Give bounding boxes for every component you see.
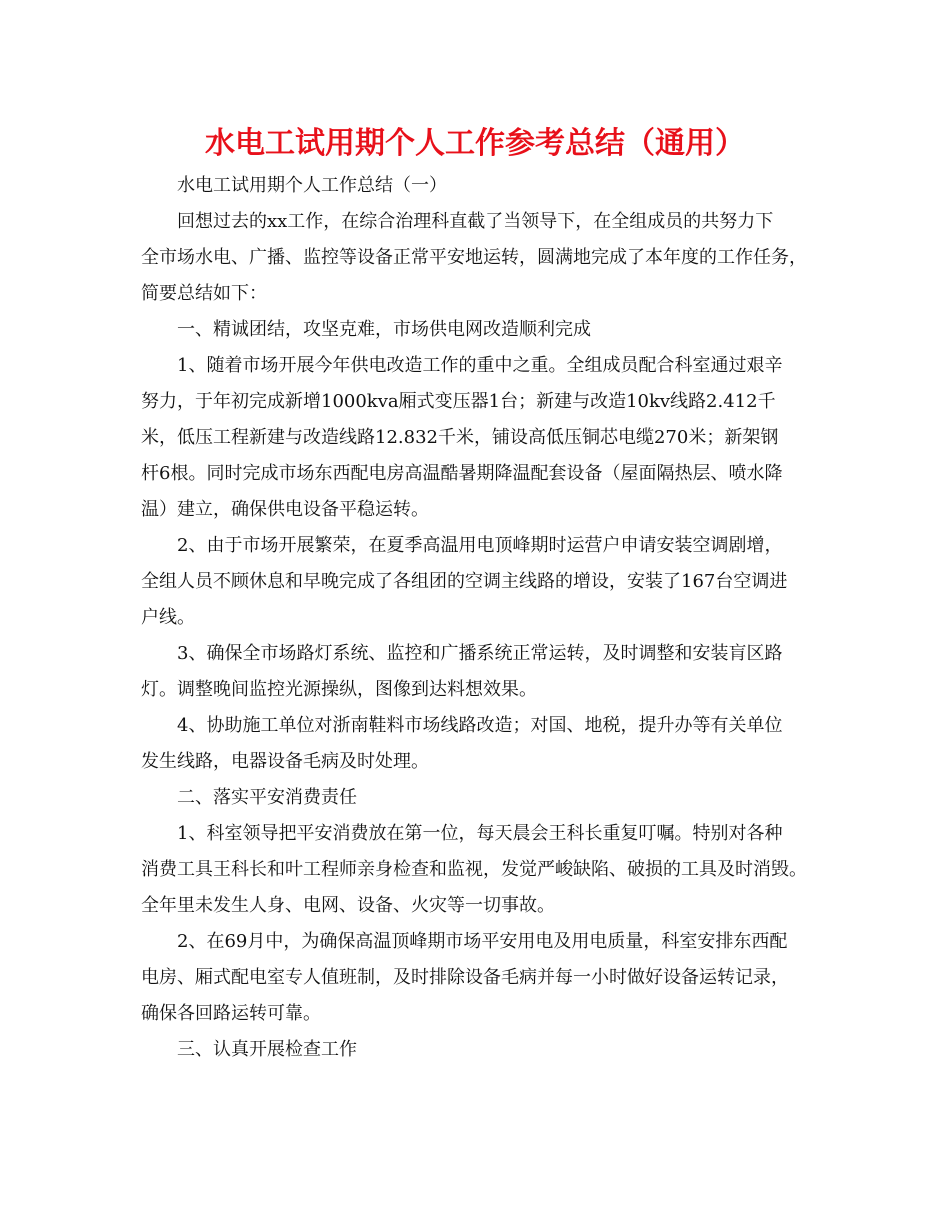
paragraph-first-line: 4、协助施工单位对浙南鞋料市场线路改造；对国、地税，提升办等有关单位 [177, 715, 783, 736]
paragraph-first-line: 2、在69月中，为确保高温顶峰期市场平安用电及用电质量，科室安排东西配 [177, 931, 788, 952]
document-title: 水电工试用期个人工作参考总结（通用） [205, 126, 745, 161]
paragraph-line: 简要总结如下： [141, 283, 267, 304]
document-body [141, 168, 813, 1068]
paragraph-line: 消费工具王科长和叶工程师亲身检查和监视，发觉严峻缺陷、破损的工具及时消毁。 [141, 859, 807, 880]
paragraph-line: 户线。 [141, 607, 195, 628]
paragraph-first-line: 一、精诚团结，攻坚克难，市场供电网改造顺利完成 [177, 319, 591, 340]
paragraph-line: 全市场水电、广播、监控等设备正常平安地运转，圆满地完成了本年度的工作任务， [141, 247, 807, 268]
paragraph-line: 温）建立，确保供电设备平稳运转。 [141, 499, 429, 520]
paragraph-first-line: 三、认真开展检查工作 [177, 1039, 357, 1060]
paragraph-line: 确保各回路运转可靠。 [141, 1003, 321, 1024]
paragraph-line: 电房、厢式配电室专人值班制，及时排除设备毛病并每一小时做好设备运转记录， [141, 967, 789, 988]
paragraph-first-line: 1、随着市场开展今年供电改造工作的重中之重。全组成员配合科室通过艰辛 [177, 355, 783, 376]
paragraph-line: 努力，于年初完成新增1000kva厢式变压器1台；新建与改造10kv线路2.412千 [141, 391, 776, 412]
paragraph-first-line: 回想过去的xx工作，在综合治理科直截了当领导下，在全组成员的共努力下 [177, 211, 774, 232]
paragraph-first-line: 2、由于市场开展繁荣，在夏季高温用电顶峰期时运营户申请安装空调剧增， [177, 535, 783, 556]
paragraph-first-line: 3、确保全市场路灯系统、监控和广播系统正常运转，及时调整和安装肓区路 [177, 643, 783, 664]
paragraph-line: 杆6根。同时完成市场东西配电房高温酷暑期降温配套设备（屋面隔热层、喷水降 [141, 463, 783, 484]
paragraph-line: 发生线路，电器设备毛病及时处理。 [141, 751, 429, 772]
paragraph-line: 灯。调整晚间监控光源操纵，图像到达料想效果。 [141, 679, 537, 700]
paragraph-line: 全年里未发生人身、电网、设备、火灾等一切事故。 [141, 895, 555, 916]
paragraph-line: 全组人员不顾休息和早晚完成了各组团的空调主线路的增设，安装了167台空调进 [141, 571, 788, 592]
paragraph-first-line: 二、落实平安消费责任 [177, 787, 357, 808]
paragraph-first-line: 水电工试用期个人工作总结（一） [177, 175, 447, 196]
paragraph-line: 米，低压工程新建与改造线路12.832千米，铺设高低压铜芯电缆270米；新架钢 [141, 427, 779, 448]
paragraph-first-line: 1、科室领导把平安消费放在第一位，每天晨会王科长重复叮嘱。特别对各种 [177, 823, 783, 844]
